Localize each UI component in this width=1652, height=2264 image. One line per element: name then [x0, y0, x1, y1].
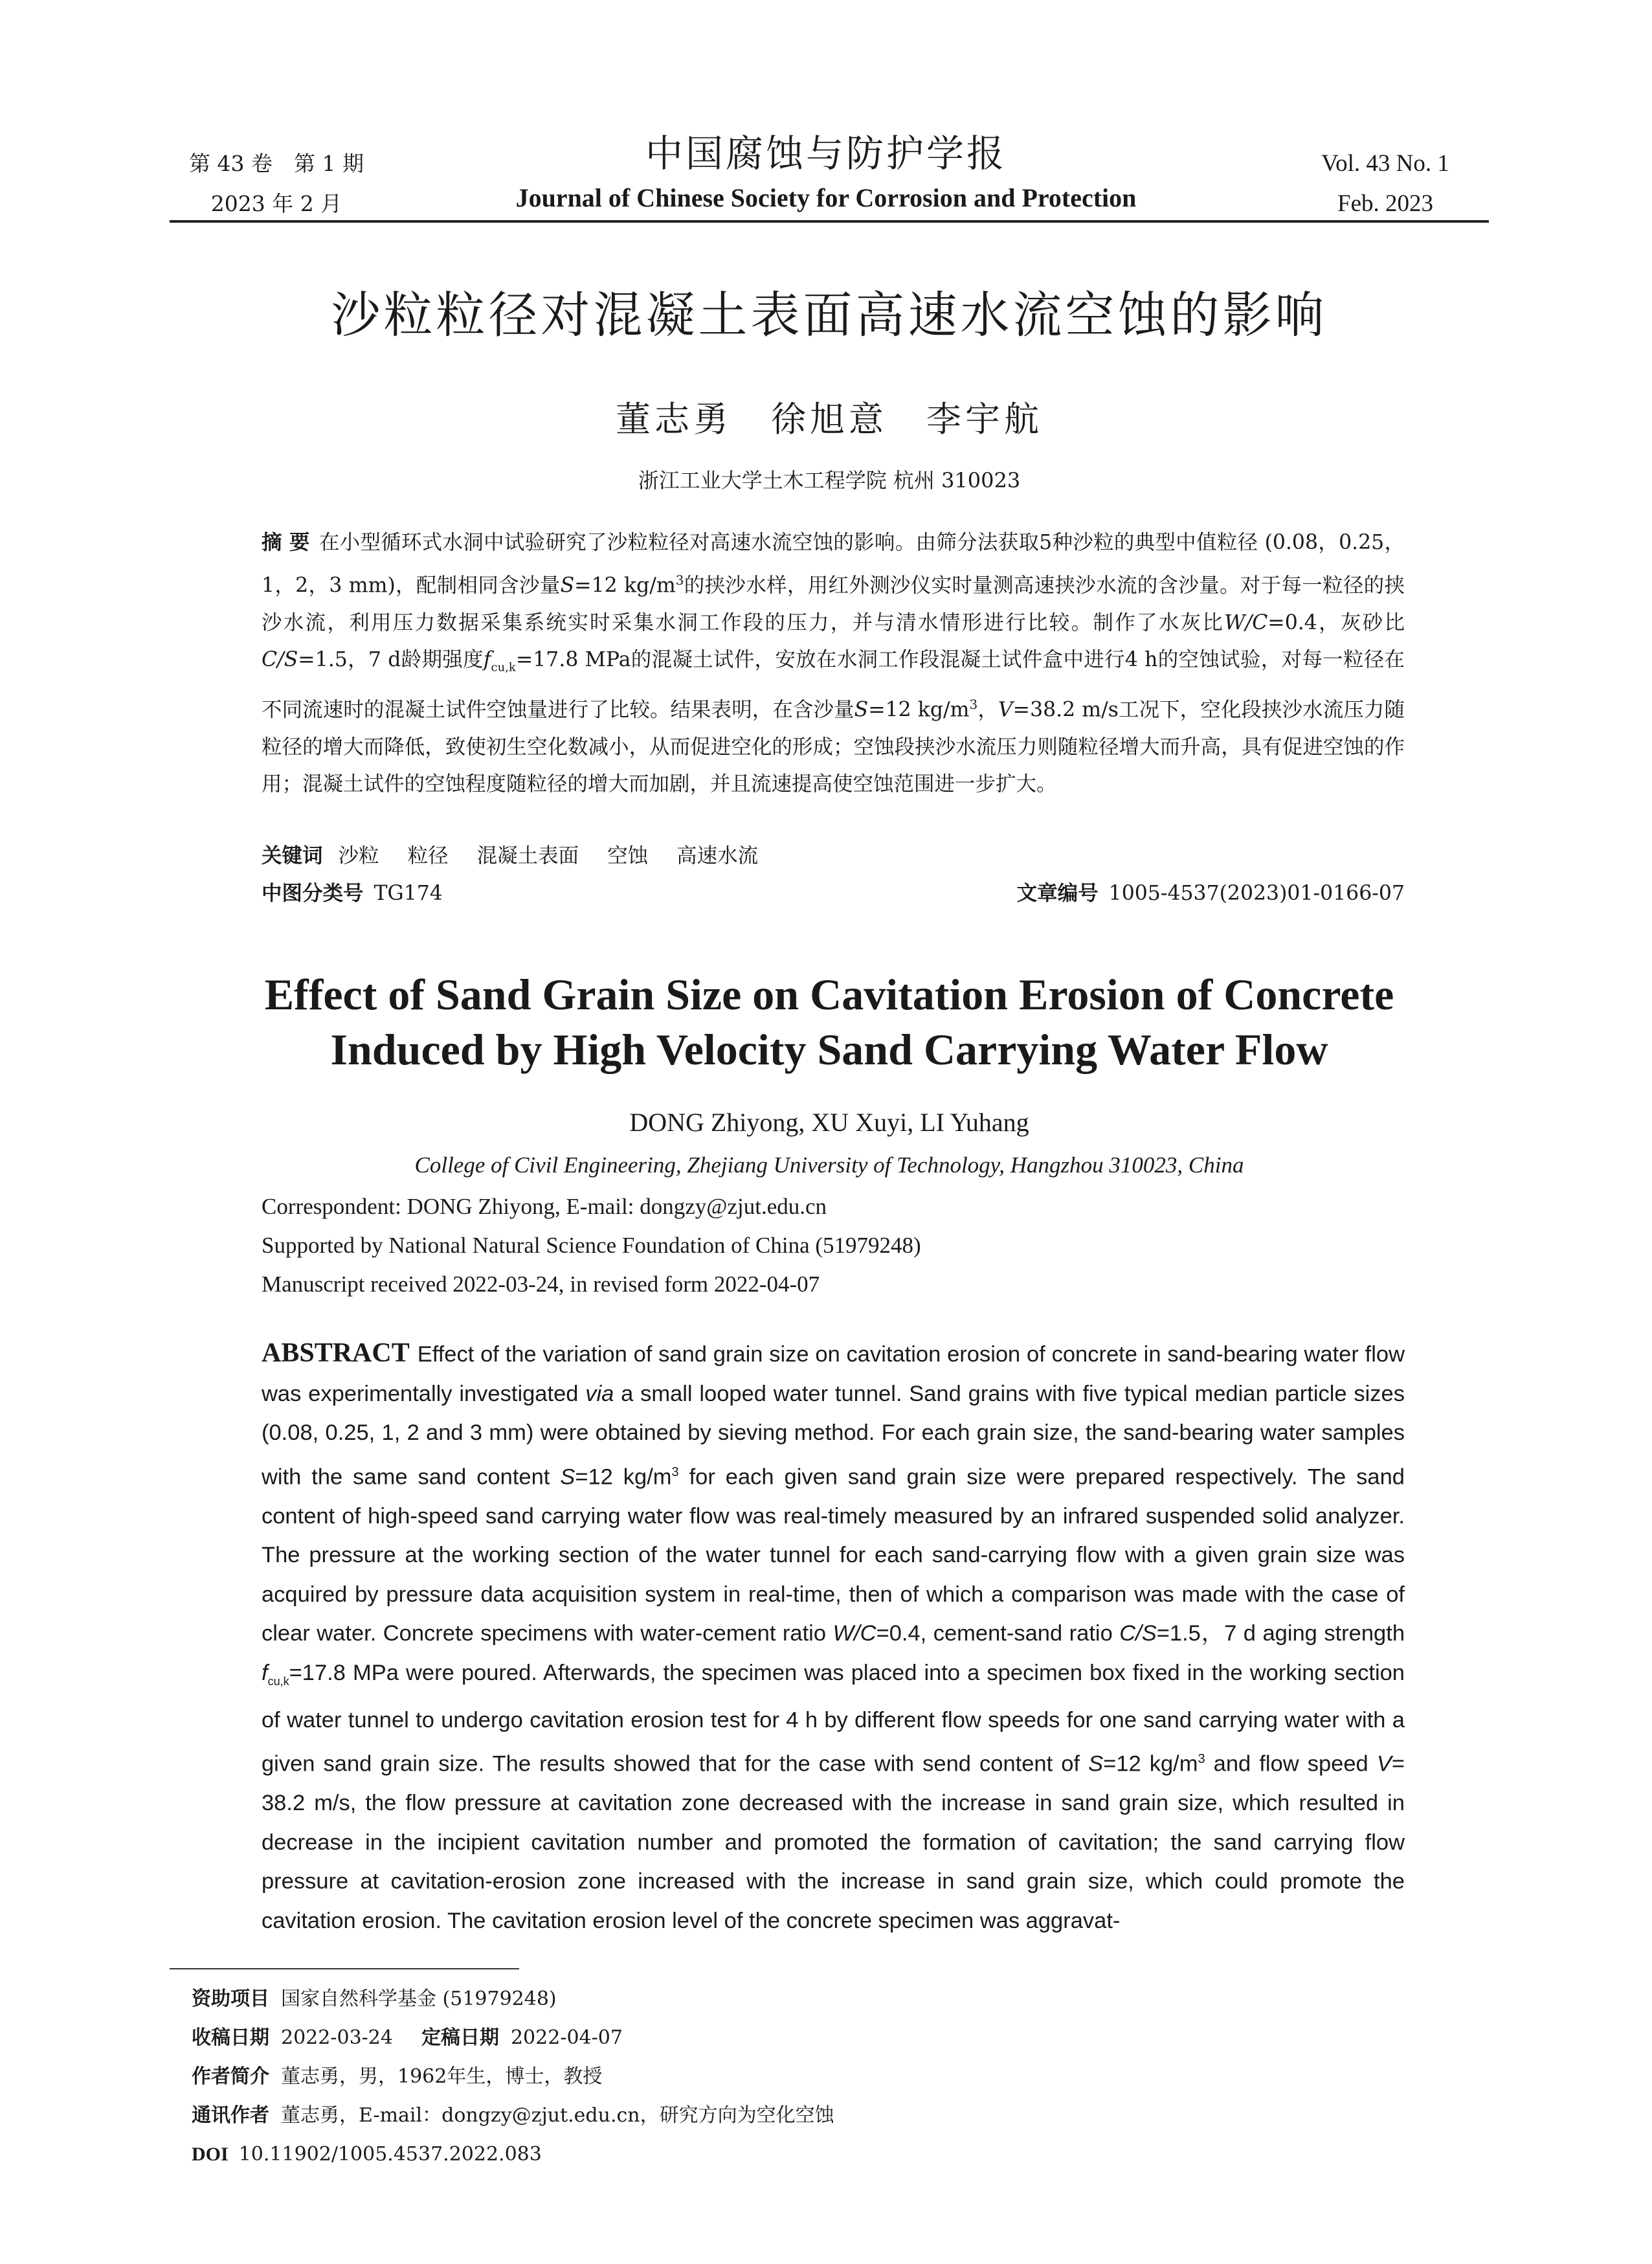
footnote-author — [192, 2057, 1357, 2096]
correspondent: Correspondent: DONG Zhiyong, E-mail: dongzy@zjut.edu.cn — [262, 1194, 827, 1219]
var-s: S — [560, 1464, 575, 1489]
var-cs: C/S — [262, 648, 298, 671]
subscript: cu,k — [491, 660, 516, 675]
affiliation-cn: 浙江工业大学土木工程学院 杭州 310023 — [638, 468, 1021, 493]
header-left — [170, 144, 383, 224]
italic-via: via — [585, 1381, 614, 1406]
subscript: cu,k — [267, 1674, 289, 1688]
var-s: S — [1088, 1751, 1104, 1776]
var-wc: W/C — [832, 1621, 876, 1646]
header-rule — [170, 220, 1489, 223]
var-cs: C/S — [1119, 1621, 1157, 1646]
abstract-en-text: a small looped water tunnel. Sand grains with five typical median particle sizes (0.08, 0.25, 1, 2 and 3 mm) were obtained by sieving method. For each grain size, the sand-bearing water samples with the same sand content — [262, 1381, 1405, 1489]
keywords-label: 关键词 — [262, 844, 323, 868]
article-meta-en — [262, 1187, 1405, 1304]
abstract-cn-text: =12 kg/m — [868, 698, 970, 722]
header-right — [1288, 144, 1482, 224]
footnote-value: 国家自然科学基金 (51979248) — [281, 1988, 557, 2010]
var-wc: W/C — [1224, 611, 1268, 634]
keyword: 混凝土表面 — [476, 844, 579, 868]
footnote-dates — [192, 2019, 1357, 2057]
footnote-label: 通讯作者 — [192, 2104, 269, 2127]
superscript: 3 — [969, 696, 978, 712]
abstract-en-text: =1.5，7 d aging strength — [1156, 1621, 1405, 1646]
classification-row — [262, 875, 1405, 912]
abstract-cn-text: =12 kg/m — [574, 574, 676, 597]
keyword: 空蚀 — [607, 844, 649, 868]
abstract-cn-label: 摘 要 — [262, 531, 310, 554]
funding: Supported by National Natural Science Foundation of China (51979248) — [262, 1233, 921, 1258]
var-v: V — [998, 698, 1013, 722]
abstract-en-label: ABSTRACT — [262, 1338, 410, 1368]
clc-number — [262, 875, 443, 912]
footnote-funding — [192, 1980, 1357, 2019]
superscript: 3 — [675, 572, 684, 588]
keywords-cn — [262, 838, 1405, 875]
article-no-value: 1005-4537(2023)01-0166-07 — [1108, 882, 1405, 905]
footnote-value: 董志勇，男，1962年生，博士，教授 — [281, 2065, 603, 2088]
abstract-en-text: =0.4, cement-sand ratio — [876, 1621, 1120, 1646]
doi-label: DOI — [192, 2144, 229, 2165]
abstract-cn-text: 的挟沙水样，用红外测沙仪实时量测高速挟沙水流的含沙量。对于每一粒径的挟沙水流，利用压力数据采集系统实时采集水洞工作段的压力，并与清水情形进行比较。制作了水灰比 — [262, 574, 1405, 634]
abstract-en-text: and flow speed — [1205, 1751, 1377, 1776]
superscript: 3 — [1198, 1752, 1205, 1767]
journal-name — [388, 128, 1264, 216]
title-en — [170, 967, 1489, 1077]
title-cn: 沙粒粒径对混凝土表面高速水流空蚀的影响 — [331, 286, 1328, 344]
title-en-line: Effect of Sand Grain Size on Cavitation Erosion of Concrete — [264, 970, 1394, 1019]
date-cn: 2023 年 2 月 — [210, 191, 342, 216]
footnote-value: 2022-04-07 — [510, 2026, 623, 2049]
var-f: f — [483, 648, 491, 671]
date-en: Feb. 2023 — [1337, 190, 1433, 217]
authors-en: DONG Zhiyong, XU Xuyi, LI Yuhang — [629, 1108, 1029, 1137]
abstract-en-text: =17.8 MPa were poured. Afterwards, the specimen was placed into a specimen box fixed in the working section of water tunnel to undergo cavitation erosion test for 4 h by different flow speeds for one sand carrying water with a given sand grain size. The results showed that for the case with send content of — [262, 1660, 1405, 1776]
keyword: 沙粒 — [338, 844, 379, 868]
abstract-cn-text: =0.4，灰砂比 — [1267, 611, 1405, 634]
footnotes — [192, 1980, 1357, 2174]
footnote-label: 定稿日期 — [421, 2026, 499, 2049]
affiliation-en: College of Civil Engineering, Zhejiang University of Technology, Hangzhou 310023, China — [414, 1152, 1244, 1178]
var-s: S — [854, 698, 869, 722]
footnote-value: 2022-03-24 — [281, 2026, 393, 2049]
abstract-cn-text: =17.8 MPa的混凝土试件，安放在水洞工作段混凝土试件盒中进行4 h的空蚀试验，对每一粒径在不同流速时的混凝土试件空蚀量进行了比较。结果表明，在含沙量 — [262, 648, 1405, 722]
var-v: V — [1376, 1751, 1392, 1776]
article-no-label: 文章编号 — [1016, 882, 1099, 905]
title-en-line: Induced by High Velocity Sand Carrying Water Flow — [330, 1025, 1328, 1074]
footnote-doi — [192, 2135, 1357, 2174]
footnote-label: 收稿日期 — [192, 2026, 269, 2049]
footnote-value: 董志勇，E-mail：dongzy@zjut.edu.cn，研究方向为空化空蚀 — [281, 2104, 834, 2127]
doi-value: 10.11902/1005.4537.2022.083 — [238, 2143, 542, 2166]
footnote-label: 资助项目 — [192, 1988, 269, 2010]
footnote-correspondent — [192, 2096, 1357, 2135]
abstract-cn-text: =38.2 m/s工况下，空化段挟沙水流压力随粒径的增大而降低，致使初生空化数减小，从而促进空化的形成；空蚀段挟沙水流压力则随粒径增大而升高，具有促进空蚀的作用；混凝土试件的空蚀程度随粒径的增大而加剧，并且流速提高使空蚀范围进一步扩大。 — [262, 698, 1405, 796]
abstract-en-text: Effect of the variation of sand grain size on cavitation erosion of concrete in sand-bearing water flow was experimentally investigated — [262, 1342, 1405, 1406]
manuscript-dates: Manuscript received 2022-03-24, in revised form 2022-04-07 — [262, 1272, 820, 1297]
abstract-cn-text: 在小型循环式水洞中试验研究了沙粒粒径对高速水流空蚀的影响。由筛分法获取5种沙粒的典型中值粒径 (0.08，0.25，1，2，3 mm)，配制相同含沙量 — [262, 531, 1405, 597]
abstract-en — [262, 1334, 1405, 1940]
article-number — [1017, 875, 1405, 912]
journal-name-cn: 中国腐蚀与防护学报 — [645, 131, 1007, 175]
footnote-rule — [170, 1968, 519, 1969]
clc-label: 中图分类号 — [262, 882, 364, 905]
abstract-cn — [262, 524, 1405, 803]
volume-issue-cn: 第 43 卷 第 1 期 — [189, 151, 364, 176]
var-f: f — [262, 1660, 268, 1685]
abstract-cn-text: ， — [977, 698, 998, 722]
abstract-en-text: = 38.2 m/s, the flow pressure at cavitation zone decreased with the increase in sand grain size, which resulted in decrease in the incipient cavitation number and promoted the formation of cavitation; the sand carrying flow pressure at cavitation-erosion zone increased with the increase in sand grain size, which could promote the cavitation erosion. The cavitation erosion level of the concrete specimen was aggravat- — [262, 1751, 1405, 1933]
abstract-en-text: =12 kg/m — [1103, 1751, 1198, 1776]
abstract-cn-text: =1.5，7 d龄期强度 — [298, 648, 484, 671]
var-s: S — [560, 574, 575, 597]
authors-cn: 董志勇 徐旭意 李宇航 — [616, 399, 1043, 440]
clc-value: TG174 — [374, 882, 443, 905]
journal-name-en: Journal of Chinese Society for Corrosion and Protection — [515, 183, 1137, 212]
keyword: 高速水流 — [676, 844, 759, 868]
abstract-en-text: =12 kg/m — [575, 1464, 672, 1489]
footnote-label: 作者简介 — [192, 2065, 269, 2088]
superscript: 3 — [671, 1464, 679, 1479]
volume-issue-en: Vol. 43 No. 1 — [1321, 150, 1449, 177]
keyword: 粒径 — [407, 844, 449, 868]
abstract-en-text: for each given sand grain size were prepared respectively. The sand content of high-speed sand carrying water flow was real-timely measured by an infrared suspended solid analyzer. The pressure at the working section of the water tunnel for each sand-carrying flow with a given grain size was acquired by pressure data acquisition system in real-time, then of which a comparison was made with the case of clear water. Concrete specimens with water-cement ratio — [262, 1464, 1405, 1646]
